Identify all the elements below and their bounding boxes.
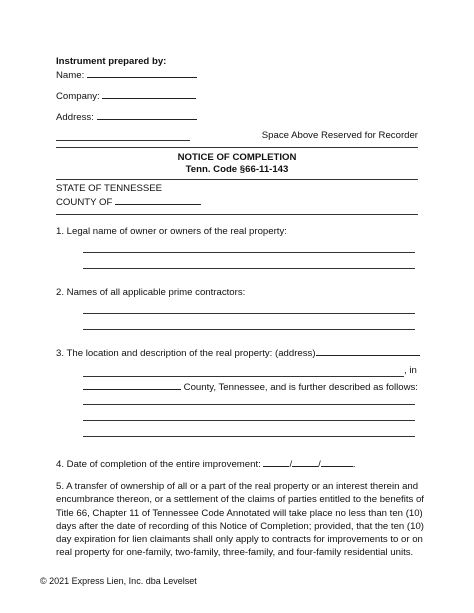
item-5-line: days after the date of recording of this Notice of Completion; provided, that the ten (10): [56, 520, 424, 532]
address-field[interactable]: [97, 110, 197, 120]
address-field-line-2[interactable]: [56, 140, 190, 141]
county-tennessee-text: County, Tennessee, and is further described as follows:: [183, 382, 418, 393]
reserved-note: Space Above Reserved for Recorder: [261, 130, 418, 141]
statute-reference: Tenn. Code §66-11-143: [185, 164, 289, 175]
item-5-paragraph: [56, 480, 424, 560]
contractor-field-1[interactable]: [83, 313, 415, 314]
item-5-line: encumbrance thereon, or a settlement of the claims of parties entitled to the benefits of: [56, 494, 424, 506]
description-field-2[interactable]: [83, 420, 415, 421]
item-4-label: 4. Date of completion of the entire improvement:: [56, 459, 261, 470]
company-label: Company:: [56, 91, 100, 102]
contractor-field-2[interactable]: [83, 329, 415, 330]
item-1-label: 1. Legal name of owner or owners of the real property:: [56, 226, 287, 237]
name-label: Name:: [56, 70, 85, 81]
item-5-line: Title 66, Chapter 11 of Tennessee Code Annotated will take place no less than ten (10): [56, 507, 423, 519]
divider-title: [56, 179, 418, 180]
item-3-label: 3. The location and description of the real property: (address): [56, 348, 316, 359]
completion-day-field[interactable]: [292, 457, 318, 467]
address-label: Address:: [56, 112, 94, 123]
description-field-3[interactable]: [83, 436, 415, 437]
description-field-1[interactable]: [83, 404, 415, 405]
company-field[interactable]: [102, 89, 196, 99]
county-line: [56, 195, 201, 209]
item-5-line: day expiration for lien claimants shall only apply to contracts for improvements to or on: [56, 534, 423, 546]
name-field[interactable]: [87, 68, 197, 78]
address-line: [56, 110, 197, 124]
completion-month-field[interactable]: [263, 457, 289, 467]
item-3-county-line: [83, 380, 418, 394]
county-field[interactable]: [115, 195, 201, 205]
divider-venue: [56, 214, 418, 215]
owner-name-field-2[interactable]: [83, 268, 415, 269]
owner-name-field-1[interactable]: [83, 252, 415, 253]
item-3-line: [56, 346, 420, 360]
state-label: STATE OF TENNESSEE: [56, 183, 163, 194]
county-label: COUNTY OF: [56, 197, 113, 208]
copyright-footer: © 2021 Express Lien, Inc. dba Levelset: [40, 576, 197, 586]
completion-year-field[interactable]: [321, 457, 353, 467]
item-4-line: 4. Date of completion of the entire improvement: / / .: [56, 459, 356, 470]
name-line: [56, 68, 197, 82]
item-5-line: 5. A transfer of ownership of all or a part of the real property or an interest therein and: [56, 481, 419, 492]
property-address-field-2[interactable]: [83, 376, 404, 377]
in-text: , in: [404, 365, 417, 376]
divider-top: [56, 147, 418, 148]
property-address-field[interactable]: [316, 346, 420, 356]
item-5-line: real property for one-family, two-family, three-family, and four-family residential units.: [56, 547, 414, 559]
item-2-label: 2. Names of all applicable prime contractors:: [56, 287, 246, 298]
prepared-by-heading: Instrument prepared by:: [56, 56, 167, 67]
company-line: [56, 89, 196, 103]
document-title: NOTICE OF COMPLETION: [177, 152, 297, 163]
property-county-field[interactable]: [83, 380, 181, 390]
